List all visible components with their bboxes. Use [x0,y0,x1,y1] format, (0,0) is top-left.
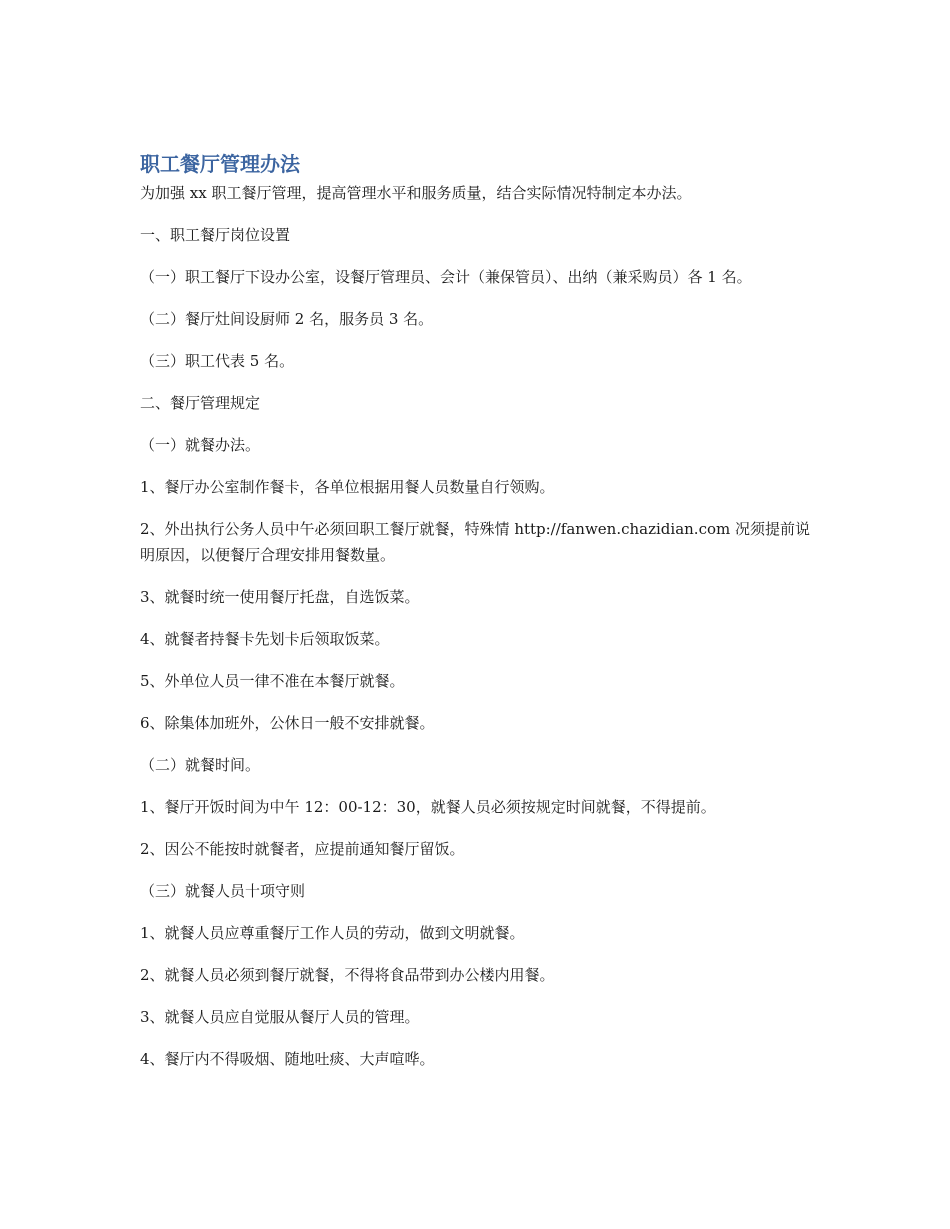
paragraph: 3、就餐时统一使用餐厅托盘，自选饭菜。 [140,588,420,606]
paragraph: （一）职工餐厅下设办公室，设餐厅管理员、会计（兼保管员）、出纳（兼采购员）各 1 名。 [140,268,752,286]
subsection-heading: （三）就餐人员十项守则 [140,882,306,900]
paragraph: 1、餐厅办公室制作餐卡，各单位根据用餐人员数量自行领购。 [140,478,555,496]
paragraph: 1、餐厅开饭时间为中午 12：00-12：30，就餐人员必须按规定时间就餐，不得提前。 [140,798,716,816]
subsection-heading: （一）就餐办法。 [140,436,261,454]
intro-paragraph: 为加强 xx 职工餐厅管理，提高管理水平和服务质量，结合实际情况特制定本办法。 [140,184,692,202]
paragraph: 2、外出执行公务人员中午必须回职工餐厅就餐，特殊情 http://fanwen.chazidian.com 况须提前说明原因，以便餐厅合理安排用餐数量。 [140,520,810,564]
paragraph: （二）餐厅灶间设厨师 2 名，服务员 3 名。 [140,310,434,328]
subsection-heading: （二）就餐时间。 [140,756,261,774]
document-title: 职工餐厅管理办法 [140,152,300,176]
section-heading-1: 一、职工餐厅岗位设置 [140,226,291,244]
paragraph: 5、外单位人员一律不准在本餐厅就餐。 [140,672,405,690]
paragraph: 6、除集体加班外，公休日一般不安排就餐。 [140,714,435,732]
section-heading-2: 二、餐厅管理规定 [140,394,261,412]
paragraph: 4、餐厅内不得吸烟、随地吐痰、大声喧哗。 [140,1050,435,1068]
paragraph: 3、就餐人员应自觉服从餐厅人员的管理。 [140,1008,420,1026]
paragraph: 1、就餐人员应尊重餐厅工作人员的劳动，做到文明就餐。 [140,924,525,942]
paragraph: 2、就餐人员必须到餐厅就餐，不得将食品带到办公楼内用餐。 [140,966,555,984]
paragraph: 4、就餐者持餐卡先划卡后领取饭菜。 [140,630,390,648]
paragraph: 2、因公不能按时就餐者，应提前通知餐厅留饭。 [140,840,465,858]
document-page [140,150,810,1088]
paragraph: （三）职工代表 5 名。 [140,352,295,370]
